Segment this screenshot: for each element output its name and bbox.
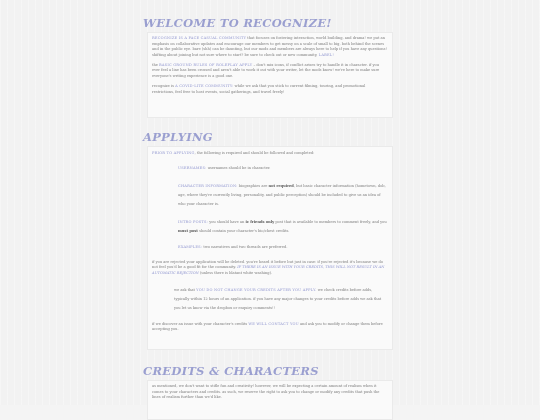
usernames-item [178, 166, 388, 172]
prior-accent: PRIOR TO APPLYING [152, 151, 195, 155]
welcome-paragraph-2 [152, 63, 388, 80]
welcome-box [147, 32, 393, 118]
label-link[interactable]: LABEL! [317, 52, 335, 57]
credits-text: we check credits before adds, typically within 12 hours of an application. if you have any major changes to your credits before adds we ask that you let us know via the dropbox or enquiry comments!! [174, 287, 382, 310]
rejected-text: if you are rejected your application will be deleted. you're heard it before but just in case: if you're rejected it's because we do not feel you'd be a good fit for the community. [152, 259, 384, 270]
rejected-paragraph [152, 260, 388, 277]
welcome-accent: RECOGNIZE IS A PACE CASUAL COMMUNITY [152, 36, 247, 40]
rejected-accent: IF THERE IS AN ISSUE WITH YOUR CREDITS, THIS WILL NOT RESULT IN AN AUTOMATIC REJECTION [152, 265, 385, 275]
applying-title: APPLYING [143, 130, 213, 144]
char-accent: CHARACTER INFORMATION: [178, 184, 238, 189]
covid-accent: A COVID-LITE COMMUNITY: [175, 84, 234, 89]
credits-accent: YOU DO NOT CHANGE YOUR CREDITS AFTER YOU APPLY. [196, 287, 317, 292]
applying-intro [152, 151, 388, 157]
welcome-title: WELCOME TO RECOGNIZE! [143, 16, 332, 30]
credits-title: CREDITS & CHARACTERS [143, 364, 319, 378]
rules-text: – don't mix icons, if conflict arises try to handle it in character. if you ever feel a line has been crossed and aren't able to work it out with your writer, let the mods know! we're here to make sure everyone's writing experience is a good one. [152, 62, 380, 79]
applying-box [147, 146, 393, 350]
welcome-paragraph-3 [152, 84, 388, 95]
intro-posts-bold-2: must post [178, 229, 198, 234]
prior-text: , the following is required and should be followed and completed: [194, 151, 315, 155]
covid-text: while we ask that you stick to current filming, touring, and promotional restrictions, feel free to host events, social gatherings, and travel freely! [152, 84, 366, 94]
credits-box [147, 380, 393, 420]
usernames-accent: USERNAMES: [178, 165, 207, 170]
intro-posts-text-2: post that is available to members to comment freely, and you [274, 220, 387, 225]
issue-accent: WE WILL CONTACT YOU [248, 321, 299, 326]
rejected-text-2: (unless there is blatant white washing). [198, 270, 273, 275]
issue-text: if we discover an issue with your character's credits [152, 321, 249, 326]
examples-item [178, 245, 388, 251]
rules-accent: BASIC GROUND RULES OF ROLEPLAY APPLY [159, 62, 253, 67]
intro-posts-accent: INTRO POSTS: [178, 220, 209, 225]
issue-paragraph [152, 322, 388, 333]
intro-posts-item [178, 218, 388, 236]
credits-prefix: we ask that [174, 287, 197, 292]
intro-posts-text-3: should contain your character's bio/chest credits. [197, 229, 290, 234]
issue-text-2: and ask you to modify or change them before accepting you. [152, 321, 383, 332]
covid-prefix: recognize is [152, 84, 176, 89]
examples-accent: EXAMPLES: [178, 245, 203, 250]
char-bold: not required [268, 184, 294, 189]
intro-posts-bold: ic friends only [245, 220, 275, 225]
examples-text: two narratives and two threads are preferred. [202, 245, 288, 250]
intro-posts-text-1: you should have an [208, 220, 246, 225]
credits-change-paragraph [174, 286, 388, 313]
rules-prefix: the [152, 62, 160, 67]
welcome-text: that focuses on fostering interaction, world building, and drama! we put an emphasis on collaborative updates and encourage our members to get messy on a scale of small to big, both behind the scenes and in the public eye. bare (shh) can be daunting, but our mods and members are always here to help if you have any questions! shifting about joining but not sure where to start? be sure to check out or new community, [152, 36, 387, 57]
char-text-2: , but basic character information (hometown, dob, age, where they're currently living, personality, and public perception) should be included to give us an idea of who your character is. [178, 184, 386, 207]
usernames-text: usernames should be in character. [206, 165, 271, 170]
character-info-item [178, 182, 388, 209]
credits-paragraph-1: as mentioned, we don't want to stifle fun and creativity! however, we will be expecting a certain amount of realism when it comes to your characters and credits. as such, we reserve the right to ask you to change or modify any credits that push the lines of realism further than we'd like. [152, 384, 380, 400]
welcome-paragraph-1 [152, 36, 388, 58]
char-text-1: biographies are [237, 184, 269, 189]
